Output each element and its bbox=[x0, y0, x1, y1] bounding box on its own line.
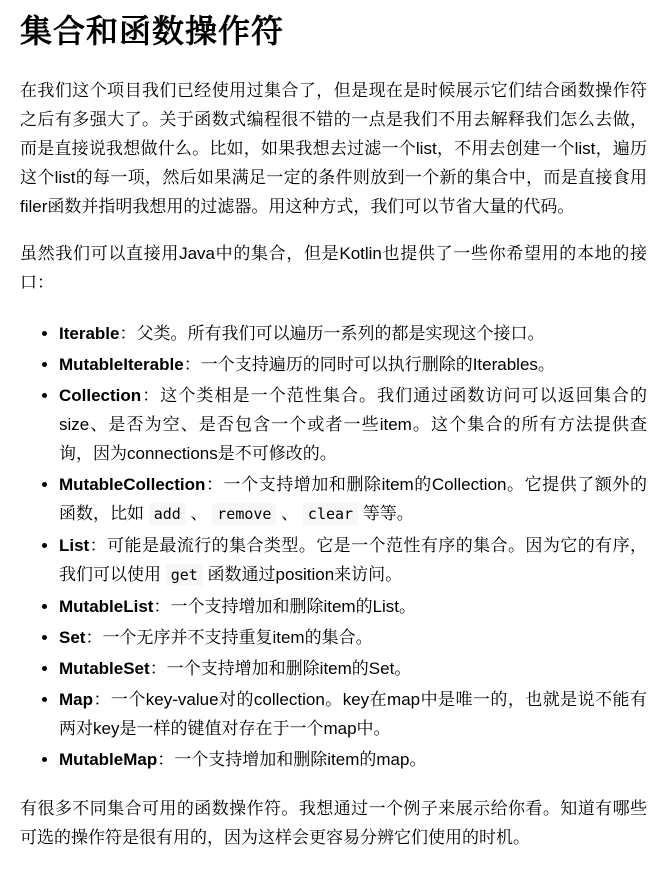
term-list: List bbox=[59, 536, 90, 555]
desc-collection: ：这个类相是一个范性集合。我们通过函数访问可以返回集合的size、是否为空、是否包含一个或者一些item。这个集合的所有方法提供查询，因为connections是不可修改的。 bbox=[59, 386, 647, 463]
outro-paragraph: 有很多不同集合可用的函数操作符。我想通过一个例子来展示给你看。知道有哪些可选的操作符是很有用的，因为这样会更容易分辨它们使用的时机。 bbox=[20, 799, 647, 847]
list-item-collection bbox=[59, 381, 647, 468]
collection-types-list bbox=[20, 319, 647, 774]
desc-mutablelist: ：一个支持增加和删除item的List。 bbox=[153, 597, 417, 616]
desc-list: ：可能是最流行的集合类型。它是一个范性有序的集合。因为它的有序，我们可以使用 get 函数通过position来访问。 bbox=[59, 536, 647, 584]
list-item-mutablecollection bbox=[59, 470, 647, 529]
desc-map: ：一个key-value对的collection。key在map中是唯一的，也就是说不能有两对key是一样的键值对存在于一个map中。 bbox=[59, 690, 647, 738]
list-item-list bbox=[59, 531, 647, 590]
desc-mutableset: ：一个支持增加和删除item的Set。 bbox=[149, 659, 412, 678]
term-map: Map bbox=[59, 690, 93, 709]
list-item-iterable bbox=[59, 319, 647, 348]
desc-mutableiterable: ：一个支持遍历的同时可以执行删除的Iterables。 bbox=[183, 355, 555, 374]
desc-mutablecollection: ：一个支持增加和删除item的Collection。它提供了额外的函数，比如 add 、 remove 、 clear 等等。 bbox=[59, 475, 647, 523]
list-item-mutablemap bbox=[59, 745, 647, 774]
term-set: Set bbox=[59, 628, 86, 647]
term-mutableiterable: MutableIterable bbox=[59, 355, 184, 374]
list-item-mutableset bbox=[59, 654, 647, 683]
term-iterable: Iterable bbox=[59, 324, 120, 343]
term-collection: Collection bbox=[59, 386, 142, 405]
desc-mutablemap: ：一个支持增加和删除item的map。 bbox=[157, 750, 427, 769]
desc-iterable: ：父类。所有我们可以遍历一系列的都是实现这个接口。 bbox=[119, 324, 545, 343]
list-item-mutablelist bbox=[59, 592, 647, 621]
term-mutablelist: MutableList bbox=[59, 597, 154, 616]
term-mutableset: MutableSet bbox=[59, 659, 150, 678]
intro-paragraph-2: 虽然我们可以直接用Java中的集合，但是Kotlin也提供了一些你希望用的本地的接口： bbox=[20, 244, 647, 292]
page-title: 集合和函数操作符 bbox=[20, 13, 285, 49]
list-item-map bbox=[59, 685, 647, 743]
intro-paragraph-1: 在我们这个项目我们已经使用过集合了，但是现在是时候展示它们结合函数操作符之后有多强大了。关于函数式编程很不错的一点是我们不用去解释我们怎么去做，而是直接说我想做什么。比如，如果我想去过滤一个list，不用去创建一个list，遍历这个list的每一项，然后如果满足一定的条件则放到一个新的集合中，而是直接食用filer函数并指明我想用的过滤器。用这种方式，我们可以节省大量的代码。 bbox=[20, 81, 647, 216]
term-mutablecollection: MutableCollection bbox=[59, 475, 206, 494]
list-item-set bbox=[59, 623, 647, 652]
term-mutablemap: MutableMap bbox=[59, 750, 158, 769]
list-item-mutableiterable bbox=[59, 350, 647, 379]
desc-set: ：一个无序并不支持重复item的集合。 bbox=[85, 628, 373, 647]
